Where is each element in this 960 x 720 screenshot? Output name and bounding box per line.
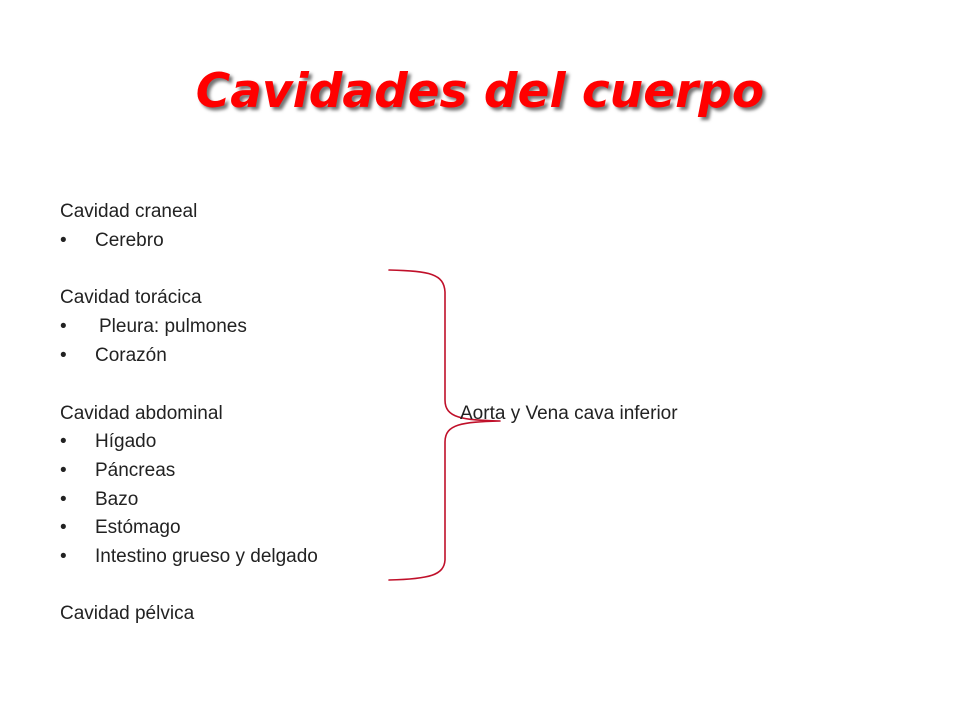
- list-item-label: Estómago: [95, 517, 181, 538]
- bullet-icon: •: [60, 230, 67, 251]
- list-item-label: Intestino grueso y delgado: [95, 546, 318, 567]
- bullet-icon: •: [60, 316, 67, 337]
- brace-label: Aorta y Vena cava inferior: [460, 403, 678, 424]
- section-heading-craneal: Cavidad craneal: [60, 201, 198, 222]
- section-heading-pelvica: Cavidad pélvica: [60, 603, 195, 624]
- bullet-icon: •: [60, 460, 67, 481]
- list-item-label: Páncreas: [95, 460, 176, 481]
- section-heading-abdominal: Cavidad abdominal: [60, 403, 223, 424]
- list-item-label: Cerebro: [95, 230, 164, 251]
- bullet-icon: •: [60, 489, 67, 510]
- list-item-label: Pleura: pulmones: [99, 316, 247, 337]
- bullet-icon: •: [60, 431, 67, 452]
- bullet-icon: •: [60, 345, 67, 366]
- slide-title: Cavidades del cuerpo: [195, 64, 765, 119]
- bullet-icon: •: [60, 517, 67, 538]
- list-item-label: Corazón: [95, 345, 167, 366]
- list-item-label: Hígado: [95, 431, 157, 452]
- bullet-icon: •: [60, 546, 67, 567]
- list-item-label: Bazo: [95, 489, 139, 510]
- section-heading-toracica: Cavidad torácica: [60, 287, 202, 308]
